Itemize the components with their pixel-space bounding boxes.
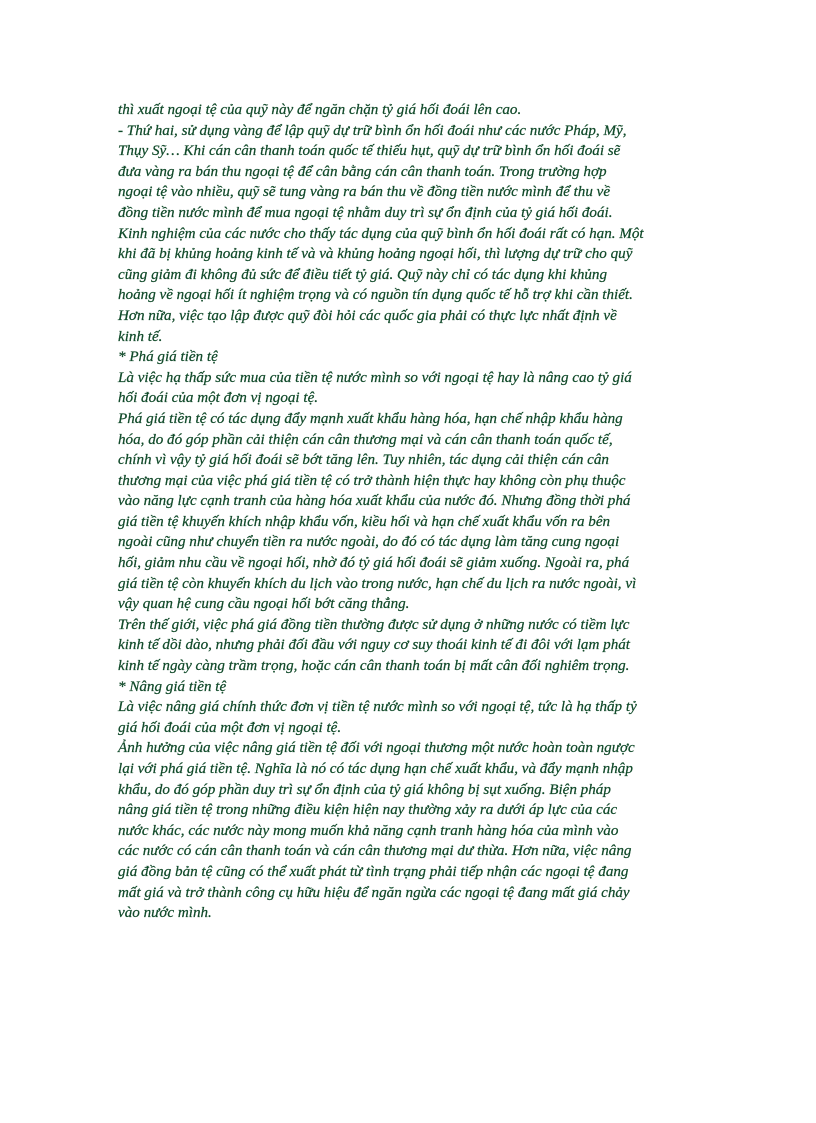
text-line: ngoại tệ vào nhiều, quỹ sẽ tung vàng ra bán thu về đồng tiền nước mình để thu về xyxy=(118,184,611,201)
text-line: hối đoái của một đơn vị ngoại tệ. xyxy=(118,390,319,407)
text-line: thì xuất ngoại tệ của quỹ này để ngăn chặn tỷ giá hối đoái lên cao. xyxy=(118,102,522,118)
text-line: hối, giảm nhu cầu về ngoại hối, nhờ đó tỷ giá hối đoái sẽ giảm xuống. Ngoài ra, phá xyxy=(118,555,630,572)
text-line: mất giá và trở thành công cụ hữu hiệu để ngăn ngừa các ngoại tệ đang mất giá chảy xyxy=(118,884,630,901)
text-line: nâng giá tiền tệ trong những điều kiện hiện nay thường xảy ra dưới áp lực của các xyxy=(118,802,618,819)
text-line: ngoài cũng như chuyển tiền ra nước ngoài, do đó có tác dụng làm tăng cung ngoại xyxy=(118,534,620,551)
text-line: * Phá giá tiền tệ xyxy=(118,349,218,366)
body-text xyxy=(118,100,698,924)
text-line: thương mại của việc phá giá tiền tệ có trở thành hiện thực hay không còn phụ thuộc xyxy=(118,472,626,489)
text-line: * Nâng giá tiền tệ xyxy=(118,678,227,695)
text-line: giá tiền tệ còn khuyến khích du lịch vào trong nước, hạn chế du lịch ra nước ngoài, vì xyxy=(118,575,637,592)
text-line: Là việc nâng giá chính thức đơn vị tiền tệ nước mình so với ngoại tệ, tức là hạ thấp tỷ xyxy=(118,699,637,716)
text-line: kinh tế ngày càng trầm trọng, hoặc cán cân thanh toán bị mất cân đối nghiêm trọng. xyxy=(118,658,630,675)
text-line: Kinh nghiệm của các nước cho thấy tác dụng của quỹ bình ổn hối đoái rất có hạn. Một xyxy=(118,225,644,242)
text-line: khẩu, do đó góp phần duy trì sự ổn định của tỷ giá không bị sụt xuống. Biện pháp xyxy=(118,781,611,798)
text-line: đưa vàng ra bán thu ngoại tệ để cân bằng cán cân thanh toán. Trong trường hợp xyxy=(118,163,607,180)
text-line: Thụy Sỹ… Khi cán cân thanh toán quốc tế thiếu hụt, quỹ dự trữ bình ổn hối đoái sẽ xyxy=(118,143,621,160)
text-line: hóa, do đó góp phần cải thiện cán cân thương mại và cán cân thanh toán quốc tế, xyxy=(118,431,613,448)
text-line: Là việc hạ thấp sức mua của tiền tệ nước mình so với ngoại tệ hay là nâng cao tỷ giá xyxy=(118,369,632,386)
text-line: Ảnh hưởng của việc nâng giá tiền tệ đối với ngoại thương một nước hoàn toàn ngược xyxy=(118,740,635,757)
text-line: vào năng lực cạnh tranh của hàng hóa xuất khẩu của nước đó. Nhưng đồng thời phá xyxy=(118,493,631,510)
text-line: vậy quan hệ cung cầu ngoại hối bớt căng thẳng. xyxy=(118,596,410,613)
text-line: nước khác, các nước này mong muốn khả năng cạnh tranh hàng hóa của mình vào xyxy=(118,822,619,839)
text-line: Phá giá tiền tệ có tác dụng đẩy mạnh xuất khẩu hàng hóa, hạn chế nhập khẩu hàng xyxy=(118,410,623,427)
text-line: Trên thế giới, việc phá giá đồng tiền thường được sử dụng ở những nước có tiềm lực xyxy=(118,616,630,633)
text-line: giá tiền tệ khuyến khích nhập khẩu vốn, kiều hối và hạn chế xuất khẩu vốn ra bên xyxy=(118,513,611,530)
text-line: đồng tiền nước mình để mua ngoại tệ nhằm duy trì sự ổn định của tỷ giá hối đoái. xyxy=(118,204,613,221)
text-line: - Thứ hai, sử dụng vàng để lập quỹ dự trữ bình ổn hối đoái như các nước Pháp, Mỹ, xyxy=(118,122,627,139)
text-line: hoảng về ngoại hối ít nghiệm trọng và có nguồn tín dụng quốc tế hỗ trợ khi cần thiết. xyxy=(118,287,633,304)
text-line: lại với phá giá tiền tệ. Nghĩa là nó có tác dụng hạn chế xuất khẩu, và đẩy mạnh nhập xyxy=(118,761,633,777)
text-line: khi đã bị khủng hoảng kinh tế và và khủng hoảng ngoại hối, thì lượng dự trữ cho quỹ xyxy=(118,246,633,263)
text-line: Hơn nữa, việc tạo lập được quỹ đòi hỏi các quốc gia phải có thực lực nhất định về xyxy=(118,307,617,324)
text-line: kinh tế dồi dào, nhưng phải đối đầu với nguy cơ suy thoái kinh tế đi đôi với lạm phát xyxy=(118,637,630,654)
text-line: vào nước mình. xyxy=(118,905,212,922)
text-line: giá đồng bản tệ cũng có thể xuất phát từ tình trạng phải tiếp nhận các ngoại tệ đang xyxy=(118,863,629,880)
text-line: cũng giảm đi không đủ sức để điều tiết tỷ giá. Quỹ này chỉ có tác dụng khi khủng xyxy=(118,266,608,283)
text-line: kinh tế. xyxy=(118,328,163,345)
text-line: các nước có cán cân thanh toán và cán cân thương mại dư thừa. Hơn nữa, việc nâng xyxy=(118,843,632,860)
text-line: chính vì vậy tỷ giá hối đoái sẽ bớt tăng lên. Tuy nhiên, tác dụng cải thiện cán cân xyxy=(118,452,609,469)
text-line: giá hối đoái của một đơn vị ngoại tệ. xyxy=(118,719,342,736)
